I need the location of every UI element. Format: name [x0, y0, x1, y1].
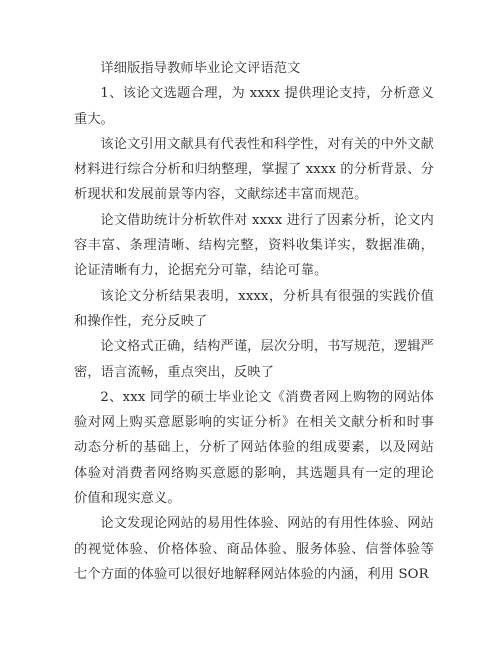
paragraph-comment-1: 1、该论文选题合理，为 xxxx 提供理论支持，分析意义重大。 [74, 86, 434, 127]
paragraph-findings: 论文发现论网站的易用性体验、网站的有用性体验、网站的视觉体验、价格体验、商品体验、服务体验、信誉体验等七个方面的体验可以很好地解释网站体验的内涵，利用 SOR [74, 516, 434, 582]
document-title: 详细版指导教师毕业论文评语范文 [100, 61, 301, 76]
paragraph-literature: 该论文引用文献具有代表性和科学性，对有关的中外文献材料进行综合分析和归纳整理，掌握了 xxxx 的分析背景、分析现状和发展前景等内容，文献综述丰富而规范。 [74, 136, 434, 203]
paragraph-comment-2: 2、xxx 同学的硕士毕业论文《消费者网上购物的网站体验对网上购买意愿影响的实证分析》在相关文献分析和时事动态分析的基础上，分析了网站体验的组成要素，以及网站体验对消费者网络购买意愿的影响，其选题具有一定的理论价值和现实意义。 [74, 389, 434, 507]
document-body [74, 56, 434, 587]
paragraph-analysis-method: 论文借助统计分析软件对 xxxx 进行了因素分析，论文内容丰富、条理清晰、结构完整，资料收集详实，数据准确，论证清晰有力，论据充分可靠，结论可靠。 [74, 212, 434, 279]
paragraph-results: 该论文分析结果表明，xxxx，分析具有很强的实践价值和操作性，充分反映了 [74, 288, 434, 329]
paragraph-format: 论文格式正确，结构严谨，层次分明，书写规范，逻辑严密，语言流畅，重点突出，反映了 [74, 339, 434, 380]
